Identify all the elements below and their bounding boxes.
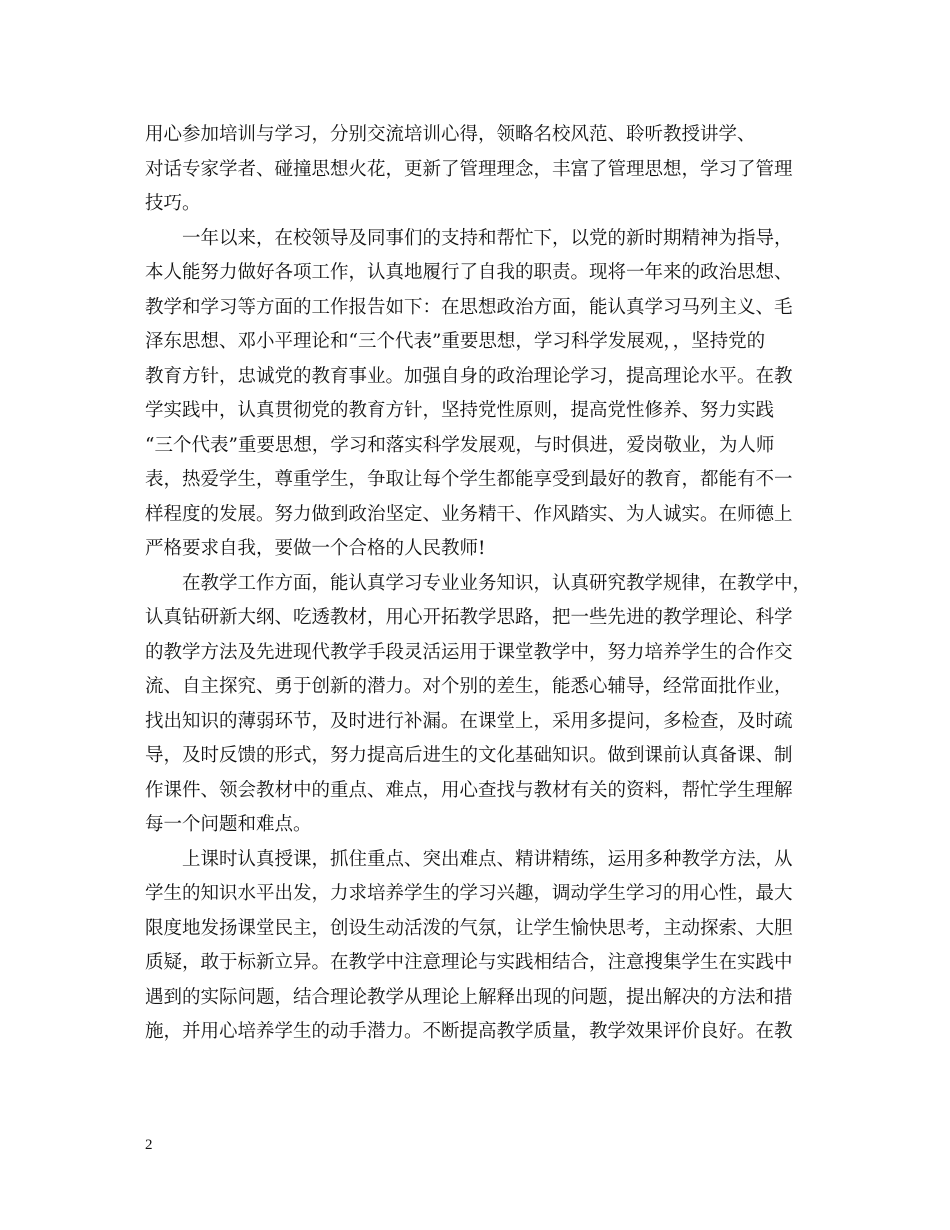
page-number: 2 — [145, 1137, 153, 1153]
text-line: 的教学方法及先进现代教学手段灵活运用于课堂教学中，努力培养学生的合作交 — [145, 641, 793, 663]
text-line: 施，并用心培养学生的动手潜力。不断提高教学质量，教学效果评价良好。在教 — [145, 1021, 793, 1042]
document-body — [145, 118, 812, 1050]
text-line: 教育方针，忠诚党的教育事业。加强自身的政治理论学习，提高理论水平。在教 — [145, 365, 793, 387]
text-line: 教学和学习等方面的工作报告如下：在思想政治方面，能认真学习马列主义、毛 — [145, 296, 793, 318]
paragraph-start-line: 上课时认真授课，抓住重点、突出难点、精讲精练，运用多种教学方法，从 — [182, 848, 793, 870]
text-line: 用心参加培训与学习，分别交流培训心得，领略名校风范、聆听教授讲学、 — [145, 124, 756, 145]
text-line: 作课件、领会教材中的重点、难点，用心查找与教材有关的资料，帮忙学生理解 — [145, 779, 793, 801]
text-line: 每一个问题和难点。 — [145, 814, 312, 835]
text-line: 流、自主探究、勇于创新的潜力。对个别的差生，能悉心辅导，经常面批作业， — [145, 676, 793, 697]
text-line: 学生的知识水平出发，力求培养学生的学习兴趣，调动学生学习的用心性，最大 — [145, 883, 793, 904]
text-line: 本人能努力做好各项工作，认真地履行了自我的职责。现将一年来的政治思想、 — [145, 262, 793, 283]
text-line: 对话专家学者、碰撞思想火花，更新了管理理念，丰富了管理思想，学习了管理 — [145, 158, 793, 180]
paragraph-start-line: 在教学工作方面，能认真学习专业业务知识，认真研究教学规律，在教学中， — [182, 572, 812, 594]
text-line: 限度地发扬课堂民主，创设生动活泼的气氛，让学生愉快思考，主动探索、大胆 — [145, 917, 793, 939]
text-line: 认真钻研新大纲、吃透教材，用心开拓教学思路，把一些先进的教学理论、科学 — [145, 607, 793, 628]
text-line: 技巧。 — [145, 193, 201, 214]
paragraph-start-line: 一年以来，在校领导及同事们的支持和帮忙下，以党的新时期精神为指导， — [182, 227, 793, 249]
text-line: 导，及时反馈的形式，努力提高后进生的文化基础知识。做到课前认真备课、制 — [145, 745, 793, 766]
text-line: 泽东思想、邓小平理论和“三个代表”重要思想，学习科学发展观，，坚持党的 — [145, 331, 766, 352]
text-line: 表，热爱学生，尊重学生，争取让每个学生都能享受到最好的教育，都能有不一 — [145, 469, 793, 490]
text-line: 样程度的发展。努力做到政治坚定、业务精干、作风踏实、为人诚实。在师德上 — [145, 503, 793, 525]
text-line: 遇到的实际问题，结合理论教学从理论上解释出现的问题，提出解决的方法和措 — [145, 986, 793, 1008]
text-line: “三个代表”重要思想，学习和落实科学发展观，与时俱进，爱岗敬业，为人师 — [145, 434, 775, 456]
text-line: 严格要求自我，要做一个合格的人民教师! — [145, 538, 486, 559]
text-line: 找出知识的薄弱环节，及时进行补漏。在课堂上，采用多提问，多检查，及时疏 — [145, 710, 793, 732]
text-line: 学实践中，认真贯彻党的教育方针，坚持党性原则，提高党性修养、努力实践 — [145, 400, 775, 421]
text-line: 质疑，敢于标新立异。在教学中注意理论与实践相结合，注意搜集学生在实践中 — [145, 952, 793, 973]
